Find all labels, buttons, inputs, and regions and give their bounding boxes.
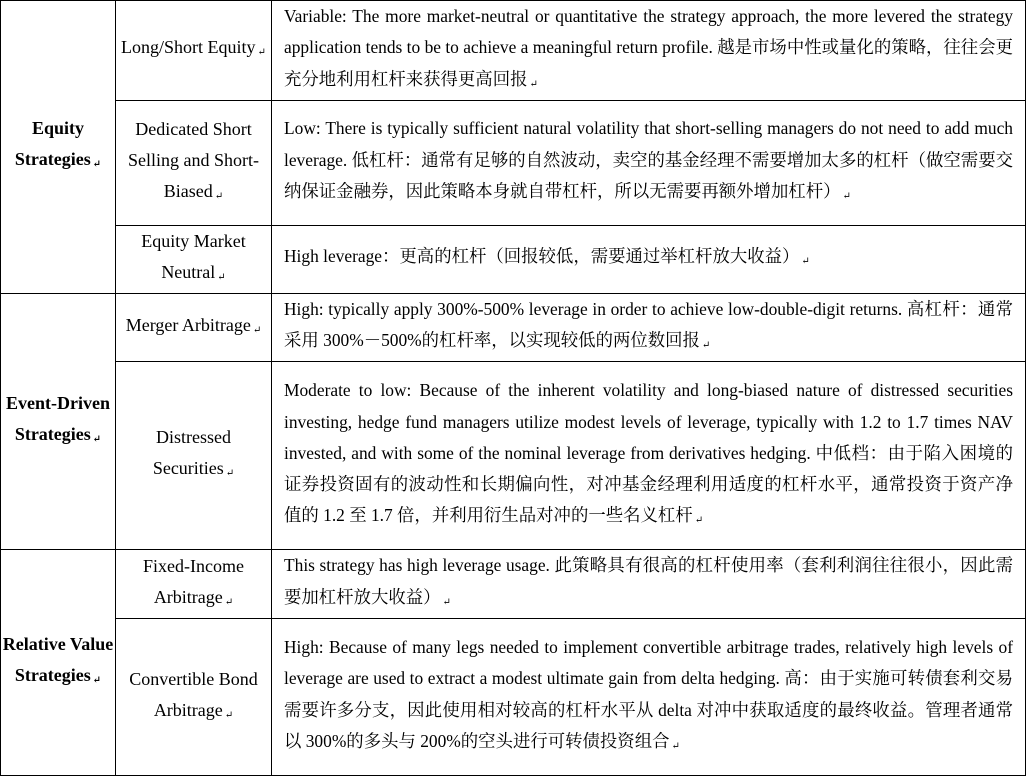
paragraph-mark-icon: ↵	[694, 515, 704, 527]
description-text: High: Because of many legs needed to implement convertible arbitrage trades, relatively high levels of leverage are used to extract a modest ultimate gain from delta hedging. 高：由于实施可转债套利交易需要许多分支，因此使用相对较高的杠杆水平从 delta 对冲中获取适度的最终收益。管理者通常以 300%的多头与 200%的空头进行可转债投资组合	[284, 636, 1013, 751]
paragraph-mark-icon: ↵	[225, 468, 235, 480]
strategy-cell	[116, 550, 272, 619]
paragraph-mark-icon: ↵	[842, 191, 851, 203]
paragraph-mark-icon: ↵	[701, 340, 711, 352]
strategy-cell	[116, 1, 272, 101]
paragraph-mark-icon: ↵	[529, 78, 538, 90]
category-label: Relative Value Strategies	[2, 634, 114, 686]
paragraph-mark-icon: ↵	[92, 159, 102, 171]
description-cell	[272, 225, 1026, 293]
description-cell	[272, 1, 1026, 101]
strategy-label: Merger Arbitrage	[125, 314, 251, 335]
description-cell	[272, 100, 1026, 225]
description-cell	[272, 550, 1026, 619]
strategy-cell	[116, 362, 272, 550]
description-text: Variable: The more market-neutral or quantitative the strategy approach, the more levered the strategy application tends to be to achieve a meaningful return profile. 越是市场中性或量化的策略，往往会更充分地利用杠杆来获得更高回报	[284, 6, 1013, 89]
description-text: High: typically apply 300%-500% leverage in order to achieve low-double-digit returns. 高杠杆：通常采用 300%－500%的杠杆率，以实现较低的两位数回报	[284, 298, 1013, 351]
strategy-cell	[116, 100, 272, 225]
table-row	[1, 225, 1026, 293]
table-row	[1, 100, 1026, 225]
category-label: Equity Strategies	[14, 118, 91, 170]
category-cell-equity	[1, 1, 116, 294]
description-text: Moderate to low: Because of the inherent volatility and long-biased nature of distressed securities investing, hedge fund managers utilize modest levels of leverage, typically with 1.2 to 1.7 times NAV invested, and with some of the nominal leverage from derivatives hedging. 中低档：由于陷入困境的证券投资固有的波动性和长期偏向性，对冲基金经理利用适度的杠杆水平，通常投资于资产净值的 1.2 至 1.7 倍，并利用衍生品对冲的一些名义杠杆	[284, 380, 1013, 526]
strategy-label: Equity Market Neutral	[141, 230, 246, 282]
description-text: Low: There is typically sufficient natural volatility that short-selling managers do not need to add much leverage. 低杠杆：通常有足够的自然波动，卖空的基金经理不需要增加太多的杠杆（做空需要交纳保证金融券，因此策略本身就自带杠杆，所以无需要再额外增加杠杆）	[284, 118, 1013, 202]
paragraph-mark-icon: ↵	[217, 271, 226, 283]
table-row	[1, 1, 1026, 101]
table-row	[1, 550, 1026, 619]
category-cell-event-driven	[1, 293, 116, 550]
strategy-label: Distressed Securities	[152, 427, 231, 479]
description-cell	[272, 619, 1026, 776]
paragraph-mark-icon: ↵	[92, 434, 102, 446]
category-label: Event-Driven Strategies	[6, 393, 110, 445]
paragraph-mark-icon: ↵	[442, 596, 451, 608]
strategy-label: Long/Short Equity	[121, 37, 256, 58]
table-row	[1, 293, 1026, 362]
description-cell	[272, 293, 1026, 362]
paragraph-mark-icon: ↵	[214, 190, 224, 202]
strategy-label: Dedicated Short Selling and Short-Biased	[128, 118, 259, 201]
description-text: This strategy has high leverage usage. 此策略具有很高的杠杆使用率（套利利润往往很小，因此需要加杠杆放大收益）	[284, 555, 1013, 607]
paragraph-mark-icon: ↵	[224, 709, 234, 721]
strategy-cell	[116, 293, 272, 362]
paragraph-mark-icon: ↵	[252, 324, 262, 336]
strategy-label: Convertible Bond Arbitrage	[129, 668, 258, 720]
description-cell	[272, 362, 1026, 550]
strategy-cell	[116, 619, 272, 776]
category-cell-relative-value	[1, 550, 116, 776]
paragraph-mark-icon: ↵	[671, 740, 680, 752]
description-text: High leverage：更高的杠杆（回报较低，需要通过举杠杆放大收益）	[284, 246, 800, 267]
strategy-label: Fixed-Income Arbitrage	[143, 555, 244, 607]
paragraph-mark-icon: ↵	[92, 675, 102, 687]
table-row	[1, 619, 1026, 776]
table-row	[1, 362, 1026, 550]
paragraph-mark-icon: ↵	[224, 596, 234, 608]
paragraph-mark-icon: ↵	[801, 256, 810, 268]
strategy-cell	[116, 225, 272, 293]
paragraph-mark-icon: ↵	[257, 47, 266, 59]
